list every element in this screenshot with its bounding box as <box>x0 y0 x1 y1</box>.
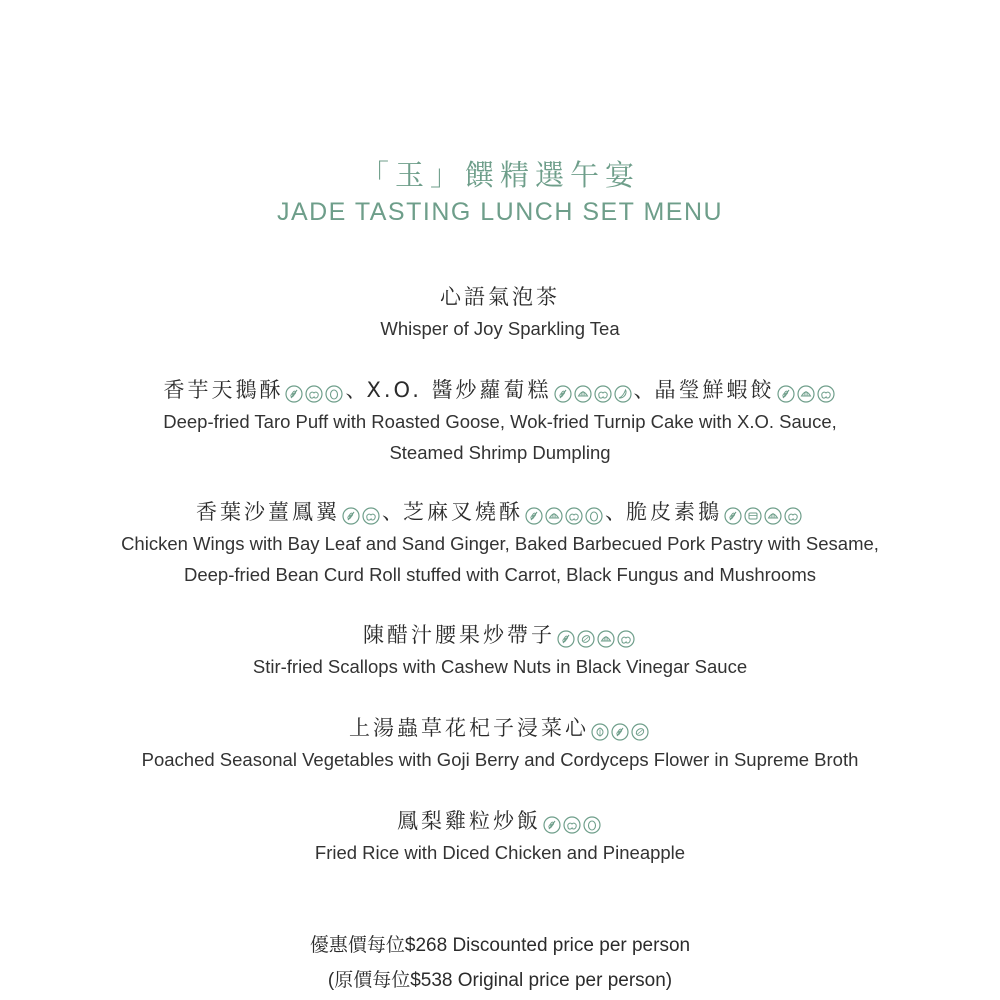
course-3 <box>0 496 1000 590</box>
course-en-line: Stir-fried Scallops with Cashew Nuts in Black Vinegar Sauce <box>252 656 748 677</box>
dish-name-zh: 鳳梨雞粒炒飯 <box>397 809 541 833</box>
wheat-icon <box>525 507 543 525</box>
allergen-icons <box>285 377 345 409</box>
allergen-icons <box>557 622 637 654</box>
chili-icon <box>614 385 632 403</box>
discounted-price: 優惠價每位$268 Discounted price per person <box>309 935 691 956</box>
egg-icon <box>585 507 603 525</box>
dish-name-zh: 香芋天鵝酥 <box>163 378 284 402</box>
shellfish-icon <box>797 385 815 403</box>
course-4 <box>0 619 1000 682</box>
peanut-icon <box>784 507 802 525</box>
original-price: (原價每位$538 Original price per person) <box>327 970 673 991</box>
course-2 <box>0 374 1000 468</box>
peanut-icon <box>362 507 380 525</box>
dish-separator: 、 <box>633 378 655 402</box>
course-en-line: Deep-fried Bean Curd Roll stuffed with Carrot, Black Fungus and Mushrooms <box>183 564 817 585</box>
vegetarian-icon <box>591 723 609 741</box>
wheat-icon <box>724 507 742 525</box>
wheat-icon <box>342 507 360 525</box>
course-zh-line <box>0 374 1000 406</box>
dish-name-zh: 陳醋汁腰果炒帶子 <box>363 623 555 647</box>
wheat-icon <box>285 385 303 403</box>
dish-separator: 、 <box>382 500 403 524</box>
course-en-line: Fried Rice with Diced Chicken and Pineapple <box>314 842 686 863</box>
peanut-icon <box>617 630 635 648</box>
course-en-line: Steamed Shrimp Dumpling <box>389 442 611 463</box>
allergen-icons <box>342 499 382 531</box>
shellfish-icon <box>764 507 782 525</box>
course-zh-line <box>0 712 1000 744</box>
allergen-icons <box>777 377 837 409</box>
dish-name-zh: 晶瑩鮮蝦餃 <box>654 378 775 402</box>
allergen-icons <box>724 499 804 531</box>
wheat-icon <box>557 630 575 648</box>
course-6 <box>0 805 1000 868</box>
peanut-icon <box>594 385 612 403</box>
dairy-icon <box>744 507 762 525</box>
course-zh-line <box>0 805 1000 837</box>
menu-title-en: JADE TASTING LUNCH SET MENU <box>276 198 724 226</box>
dish-name-zh: 香葉沙薑鳳翼 <box>196 500 340 524</box>
dish-name-zh: X.O. 醬炒蘿蔔糕 <box>366 378 552 402</box>
dish-name-zh: 上湯蟲草花杞子浸菜心 <box>349 716 589 740</box>
dish-name-zh: 心語氣泡茶 <box>440 285 560 309</box>
peanut-icon <box>565 507 583 525</box>
egg-icon <box>325 385 343 403</box>
allergen-icons <box>591 715 651 747</box>
dish-separator: 、 <box>605 500 626 524</box>
shellfish-icon <box>597 630 615 648</box>
nut-icon <box>631 723 649 741</box>
dish-name-zh: 脆皮素鵝 <box>626 500 722 524</box>
course-1 <box>0 281 1000 344</box>
peanut-icon <box>305 385 323 403</box>
wheat-icon <box>554 385 572 403</box>
wheat-icon <box>543 816 561 834</box>
shellfish-icon <box>545 507 563 525</box>
course-5 <box>0 712 1000 775</box>
peanut-icon <box>817 385 835 403</box>
egg-icon <box>583 816 601 834</box>
peanut-icon <box>563 816 581 834</box>
course-zh-line <box>0 496 1000 528</box>
course-en-line: Chicken Wings with Bay Leaf and Sand Ginger, Baked Barbecued Pork Pastry with Sesame, <box>121 533 879 554</box>
course-zh-line <box>0 281 1000 313</box>
allergen-icons <box>525 499 605 531</box>
course-zh-line <box>0 619 1000 651</box>
allergen-icons <box>543 808 603 840</box>
course-en-line: Whisper of Joy Sparkling Tea <box>380 318 620 339</box>
wheat-icon <box>611 723 629 741</box>
course-en-line: Poached Seasonal Vegetables with Goji Berry and Cordyceps Flower in Supreme Broth <box>141 749 859 770</box>
dish-separator: 、 <box>345 378 367 402</box>
shellfish-icon <box>574 385 592 403</box>
wheat-icon <box>777 385 795 403</box>
dish-name-zh: 芝麻叉燒酥 <box>403 500 523 524</box>
nut-icon <box>577 630 595 648</box>
course-en-line: Deep-fried Taro Puff with Roasted Goose, Wok-fried Turnip Cake with X.O. Sauce, <box>163 411 837 432</box>
menu-title-zh: 「玉」饌精選午宴 <box>359 158 640 192</box>
allergen-icons <box>554 377 634 409</box>
